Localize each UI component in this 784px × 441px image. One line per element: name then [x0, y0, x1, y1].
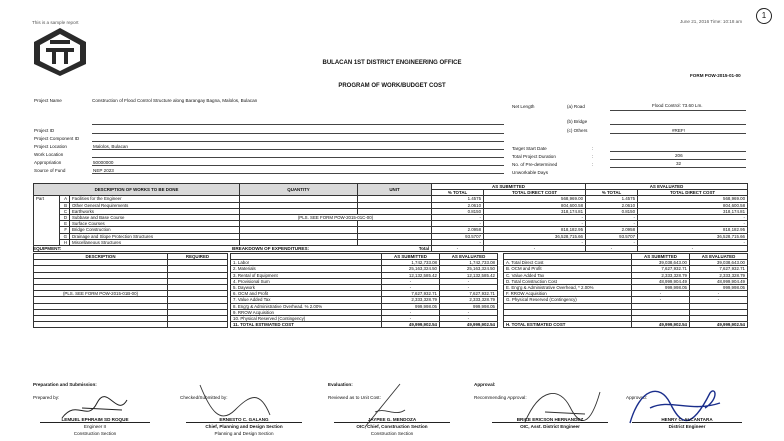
dpwh-logo-icon	[30, 26, 90, 78]
table-row: F Bridge Construction 2.0958 818,182.95 2.0958 818,182.95	[34, 227, 748, 233]
appropriation-label: Appropriation	[34, 160, 62, 165]
table-row: E. Eng'g & Administrative Overhead, * 2.00% 999,998.05 999,998.05	[504, 285, 748, 291]
road-label: (a) Road	[567, 104, 585, 109]
summary-table: AS SUBMITTED AS EVALUATED A. Total Direct Cost 39,038,643.00 39,038,643.00 B. OCM and Profit 7,627,932.71 7,627,932.71 C. Value Added Tax 2,333,328.79 2,333,328.79 D. Total Construction Cost 48,999,904.49 48,999,904.49 E. Eng'g & Administrative Overhead, * 2.00% 999,998.05 999,998.05 F. RROW Acquisition - - G. Physical Reserved (Contingency) - - H. TOTAL ESTIMATED COST 49,999,902.54 49,999,902.54	[503, 253, 748, 328]
predetermined-label: No. of Pre-determined	[512, 162, 558, 167]
form-number: FORM POW-2015-01-00	[690, 73, 741, 78]
appropriation-value: 50000000	[93, 160, 114, 165]
table-row: B Other General Requirements 2.0610 804,600.58 2.0610 804,600.58	[34, 202, 748, 208]
office-title: BULACAN 1ST DISTRICT ENGINEERING OFFICE	[322, 60, 462, 66]
col-description: DESCRIPTION OF WORKS TO BE DONE	[34, 184, 240, 196]
signatory-4-name: BRICE ERICSON HERNANDEZ	[516, 417, 584, 422]
recommending-label: Recommending Approval:	[474, 395, 527, 400]
col-unit: UNIT	[358, 184, 432, 196]
table-row: 3. Rental of Equipment 12,132,585.42 12,132,585.42	[231, 272, 498, 278]
table-row: G Drainage and Slope Protection Structures 93.5707 36,528,715.66 93.5707 36,528,715.66	[34, 233, 748, 239]
signatory-1-name: LEMUEL EPHRAIM SD ROQUE	[61, 417, 129, 422]
approval-title: Approval:	[474, 382, 496, 387]
equipment-title: EQUIPMENT:	[33, 246, 62, 251]
net-length-label: Net Length	[512, 104, 535, 109]
table-row: 9. RROW Acquisition - -	[231, 309, 498, 315]
signatory-2-name: ERNESTO C. GALANG	[219, 417, 269, 422]
project-id-label: Project ID	[34, 128, 55, 133]
signatory-1-section: Construction Section	[73, 431, 117, 436]
approved-label: Approved:	[626, 395, 647, 400]
others-label: (c) Others	[567, 128, 588, 133]
col-eval-direct: TOTAL DIRECT COST	[638, 190, 748, 196]
duration-value: 206	[675, 153, 683, 158]
table-row: E Surface Courses - - - -	[34, 221, 748, 227]
checked-by-label: Checked/Submitted by:	[180, 395, 228, 400]
col-eval-pct: % TOTAL	[586, 190, 638, 196]
table-row: G. Physical Reserved (Contingency) - -	[504, 297, 748, 303]
works-table	[33, 183, 748, 252]
work-location-label: Work Location	[34, 152, 64, 157]
part-label: Part	[34, 196, 60, 246]
equip-col-required: REQUIRED	[168, 254, 228, 260]
component-id-label: Project Component ID	[34, 136, 80, 141]
table-row: B. OCM and Profit 7,627,932.71 7,627,932.71	[504, 266, 748, 272]
signatory-3-name: JAYPEE G. MENDOZA	[367, 417, 417, 422]
table-row: 10. Physical Reserved (Contingency) - -	[231, 316, 498, 322]
others-value: #REF!	[672, 128, 686, 133]
project-name-label: Project Name	[34, 98, 62, 103]
table-row: 6. OCM and Profit 7,627,932.71 7,627,932.71	[231, 291, 498, 297]
eval-title: Evaluation:	[328, 382, 353, 387]
table-row: 1. Labor 1,742,733.08 1,742,733.08	[231, 260, 498, 266]
unworkable-label: Unworkable Days	[512, 170, 548, 175]
prepared-by-label: Prepared by:	[33, 395, 60, 400]
road-value: Flood Control: 73.60 Lm.	[652, 103, 703, 108]
program-title: PROGRAM OF WORK/BUDGET COST	[338, 83, 446, 89]
total-row: Total - - - -	[34, 246, 748, 252]
col-as-submitted: AS SUBMITTED	[432, 184, 586, 190]
sample-report-note: This is a sample report	[32, 20, 79, 25]
table-row: F. RROW Acquisition - -	[504, 291, 748, 297]
signatory-5-name: HENRY C. ALCANTARA	[661, 417, 713, 422]
signatory-2-section: Planning and Design Section	[214, 431, 274, 436]
table-row: C Earthworks 0.8150 318,174.81 0.8150 318,174.81	[34, 208, 748, 214]
pow-form-ref: (PLS. SEE FORM POW-2015-01C-00)	[240, 215, 432, 221]
table-row: 2. Materials 25,163,324.50 25,163,324.50	[231, 266, 498, 272]
equipment-table	[33, 253, 228, 328]
source-fund-value: NEP 2023	[93, 168, 114, 173]
signatory-3-section: Construction Section	[370, 431, 414, 436]
table-row: 4. Provisional Sum - -	[231, 278, 498, 284]
project-name-value: Construction of Flood Control Structure along Barangay Bagna, Malolos, Bulacan	[92, 98, 258, 103]
reviewed-by-label: Reviewed as to Unit Cost:	[328, 395, 381, 400]
duration-label: Total Project Duration	[512, 154, 556, 159]
equipment-note: (PLS. SEE FORM POW-2015-01B-00)	[34, 291, 168, 297]
location-value: Malolos, Bulacan	[93, 144, 128, 149]
table-row: 8. Eng'g & Administrative Overhead. % 2.00% 999,998.05 999,998.05	[231, 303, 498, 309]
col-quantity: QUANTITY	[240, 184, 358, 196]
table-row: H Miscellaneous Structures - - - -	[34, 239, 748, 245]
start-date-label: Target Start Date	[512, 146, 547, 151]
source-fund-label: Source of Fund	[34, 168, 66, 173]
table-row: Part A Facilities for the Engineer 1.4575 568,969.00 1.4575 568,969.00	[34, 196, 748, 202]
table-row: D. Total Construction Cost 48,999,904.49 48,999,904.49	[504, 278, 748, 284]
signatory-4-title: OIC, Asst. District Engineer	[520, 424, 580, 429]
total-row: 11. TOTAL ESTIMATED COST 49,999,902.54 49,999,902.54	[231, 322, 498, 328]
timestamp: June 21, 2016 Time: 10:18 am	[680, 19, 743, 24]
total-row: H. TOTAL ESTIMATED COST 49,999,902.54 49,999,902.54	[504, 322, 748, 328]
breakdown-table: AS SUBMITTED AS EVALUATED 1. Labor 1,742,733.08 1,742,733.08 2. Materials 25,163,324.50 25,163,324.50 3. Rental of Equipment 12,132,585.42 12,132,585.42 4. Provisional Sum - - 5. Daywork - - 6. OCM and Profit 7,627,932.71 7,627,932.71 7. Value Added Tax 2,333,328.79 2,333,328.79 8. Eng'g & Administrative Overhead. % 2.00% 999,998.05 999,998.05 9. RROW Acquisition - - 10. Physical Reserved (Contingency) - - 11. TOTAL ESTIMATED COST 49,999,902.54 49,999,902.54	[230, 253, 498, 328]
predetermined-value: 32	[676, 161, 682, 166]
signatory-5-title: District Engineer	[668, 424, 706, 429]
table-row: A. Total Direct Cost 39,038,643.00 39,038,643.00	[504, 260, 748, 266]
signatory-3-title: OIC, Chief, Construction Section	[356, 424, 428, 429]
signatory-1-title: Engineer II	[83, 424, 107, 429]
location-label: Project Location	[34, 144, 67, 149]
col-sub-direct: TOTAL DIRECT COST	[484, 190, 586, 196]
equip-col-description: DESCRIPTION	[34, 254, 168, 260]
bridge-label: (b) Bridge	[567, 119, 588, 124]
col-sub-pct: % TOTAL	[432, 190, 484, 196]
table-row: 5. Daywork - -	[231, 285, 498, 291]
table-row: 7. Value Added Tax 2,333,328.79 2,333,328.79	[231, 297, 498, 303]
table-row: C. Value Added Tax 2,333,328.79 2,333,328.79	[504, 272, 748, 278]
prep-title: Preparation and Submission:	[33, 382, 97, 387]
table-row: D Subbase and Base Course (PLS. SEE FORM POW-2015-01C-00) - - - -	[34, 215, 748, 221]
breakdown-title: BREAKDOWN OF EXPENDITURES:	[232, 246, 310, 251]
page-marker: 1	[756, 8, 772, 24]
signatory-2-title: Chief, Planning and Design Section	[205, 424, 283, 429]
col-as-evaluated: AS EVALUATED	[586, 184, 748, 190]
total-label: Total	[34, 246, 432, 252]
